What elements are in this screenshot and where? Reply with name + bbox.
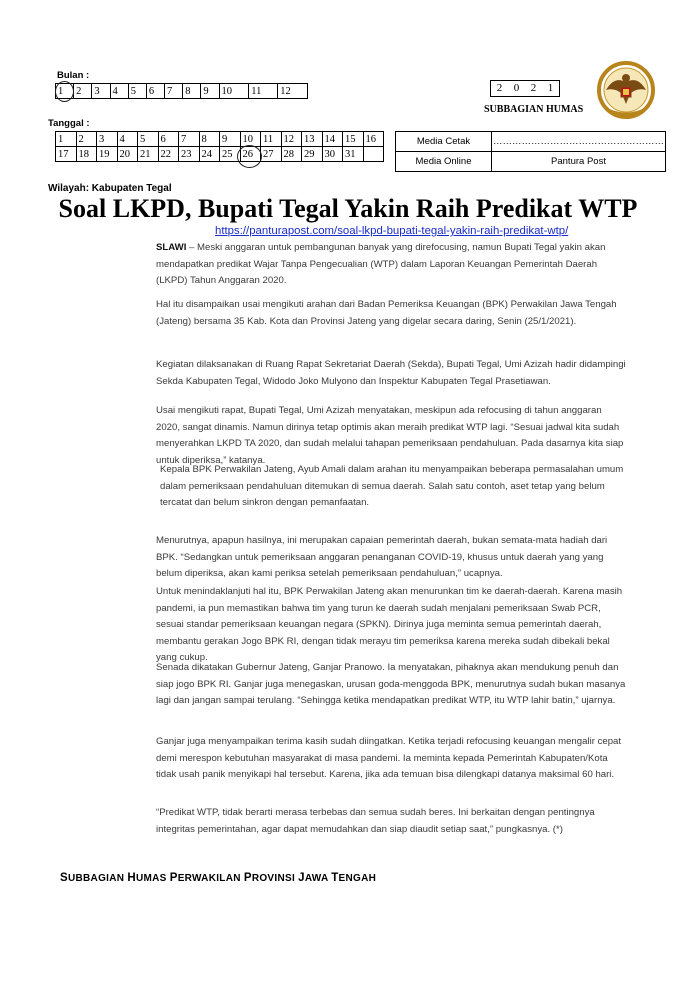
day-cell: 16 [363,132,384,147]
day-cell: 2 [76,132,97,147]
day-cell: 4 [117,132,138,147]
day-cell: 9 [220,132,241,147]
article-url-link[interactable]: https://panturapost.com/soal-lkpd-bupati-tegal-yakin-raih-predikat-wtp/ [215,225,569,237]
footer-text [60,872,376,884]
day-cell: 23 [179,147,200,162]
year-digit: 2 [496,82,503,94]
selected-month-circle [55,81,74,102]
day-cell: 26 [240,147,261,162]
year-box [490,80,560,97]
day-cell: 15 [343,132,364,147]
day-cell: 6 [158,132,179,147]
garuda-emblem-icon [594,60,658,120]
day-cell: 3 [97,132,118,147]
paragraph-1 [156,240,626,290]
day-cell: 31 [343,147,364,162]
selected-day-circle [237,145,262,168]
paragraph-7: Untuk menindaklanjuti hal itu, BPK Perwakilan Jateng akan menurunkan tim ke daerah-daerah. Karena masih pandemi, ia pun memastikan bahwa tim yang turun ke daerah sudah menjalani pemeriksaan Swab PCR, sesuai standar pemeriksaan keuangan negara (SPKN). Dirinya juga meminta semua pemerintah daerah, membantu gerakan Jogo BPK RI, dengan tidak merayu tim pemeriksa karena mereka sudah dibekali bekal yang cukup. [156,586,623,663]
day-cell: 30 [322,147,343,162]
day-cell: 17 [56,147,77,162]
paragraph-8: Senada dikatakan Gubernur Jateng, Ganjar Pranowo. Ia menyatakan, pihaknya akan mendukung penuh dan siap jogo BPK RI. Ganjar juga menegaskan, urusan goda-menggoda BPK, menurutnya sudah bukan masanya lagi dan jangan sampai terulang. “Sehingga ketika mendapatkan predikat WTP, itu WTP lahir batin,” ujarnya. [156,662,626,706]
month-cell: 6 [146,84,164,99]
day-cell: 11 [261,132,282,147]
wilayah-label: Wilayah: Kabupaten Tegal [48,183,172,194]
month-cell: 8 [183,84,201,99]
subbagian-label: SUBBAGIAN HUMAS [484,104,584,115]
month-cell: 2 [74,84,92,99]
paragraph-4: Usai mengikuti rapat, Bupati Tegal, Umi Azizah menyatakan, meskipun ada refocusing di tahun anggaran 2020, sangat dinamis. Namun dirinya tetap optimis akan meraih predikat WTP lagi. “Sesuai jadwal kita sudah menyerahkan LKPD TA 2020, dan sudah melalui tahapan pemeriksaan pendahuluan. Pada dasarnya kita siap untuk diperiksa,” katanya. [156,405,624,466]
month-cell: 12 [278,84,308,99]
tanggal-label: Tanggal : [48,118,90,129]
day-cell: 25 [220,147,241,162]
day-cell: 29 [302,147,323,162]
day-cell [363,147,384,162]
media-online-value: Pantura Post [492,152,666,172]
media-cetak-label: Media Cetak [396,132,492,152]
month-cell: 5 [128,84,146,99]
day-cell: 1 [56,132,77,147]
day-cell: 22 [158,147,179,162]
paragraph-1-text: – Meski anggaran untuk pembangunan banyak yang direfocusing, namun Bupati Tegal yakin akan mendapatkan predikat Wajar Tanpa Pengecualian (WTP) dalam Laporan Keuangan Pemerintah Daerah (LKPD) Tahun Anggaran 2020. [156,242,606,286]
month-cell: 9 [201,84,219,99]
day-table [55,131,384,162]
paragraph-5: Kepala BPK Perwakilan Jateng, Ayub Amali dalam arahan itu menyampaikan beberapa permasalahan umum dalam pemeriksaan pendahuluan ditemukan di semua daerah. Salah satu contoh, aset tetap yang belum tercatat dan belum sinkron dengan pemanfaatan. [160,464,624,508]
year-digit: 1 [547,82,554,94]
media-cetak-value: ……………………………………………… [492,132,666,152]
paragraph-3: Kegiatan dilaksanakan di Ruang Rapat Sekretariat Daerah (Sekda), Bupati Tegal, Umi Azizah hadir didampingi Sekda Kabupaten Tegal, Widodo Joko Mulyono dan Inspektur Kabupaten Tegal Prasetiawan. [156,359,626,387]
month-cell: 11 [249,84,278,99]
day-cell: 13 [302,132,323,147]
bulan-label: Bulan : [57,70,90,81]
year-digit: 0 [513,82,520,94]
month-cell: 3 [92,84,110,99]
article-title: Soal LKPD, Bupati Tegal Yakin Raih Predikat WTP [58,194,638,223]
day-cell: 24 [199,147,220,162]
paragraph-9: Ganjar juga menyampaikan terima kasih sudah diingatkan. Ketika terjadi refocusing keuangan mengalir cepat demi merespon kebutuhan masyarakat di masa pandemi. Ia meminta kepada Pemerintah Kabupaten/Kota tidak usah panik menyikapi hal tersebut. Karena, jika ada temuan bisa dilengkapi datanya maksimal 60 hari. [156,736,622,780]
media-online-label: Media Online [396,152,492,172]
day-cell: 5 [138,132,159,147]
day-cell: 21 [138,147,159,162]
month-cell: 1 [56,84,74,99]
paragraph-10: “Predikat WTP, tidak berarti merasa terbebas dan semua sudah beres. Ini berkaitan dengan pentingnya integritas pemerintahan, agar dapat memudahkan dan siap diaudit setiap saat,” pungkasnya. (*) [156,807,595,835]
day-cell: 14 [322,132,343,147]
day-cell: 20 [117,147,138,162]
media-table [395,131,666,172]
day-cell: 10 [240,132,261,147]
paragraph-6: Menurutnya, apapun hasilnya, ini merupakan capaian pemerintah daerah, bukan semata-mata hadiah dari BPK. “Sedangkan untuk pemeriksaan anggaran penanganan COVID-19, khusus untuk daerah yang yang belum diperiksa, akan kami periksa setelah pemeriksaan pendahuluan,” ucapnya. [156,535,608,579]
year-digit: 2 [530,82,537,94]
day-cell: 28 [281,147,302,162]
month-cell: 4 [110,84,128,99]
month-cell: 7 [165,84,183,99]
dateline: SLAWI [156,242,187,253]
footer-smallcaps: SUBBAGIAN HUMAS PERWAKILAN PROVINSI JAWA TENGAH [60,872,377,884]
day-cell: 19 [97,147,118,162]
month-cell: 10 [219,84,249,99]
day-cell: 7 [179,132,200,147]
paragraph-2: Hal itu disampaikan usai mengikuti arahan dari Badan Pemeriksa Keuangan (BPK) Perwakilan Jawa Tengah (Jateng) bersama 35 Kab. Kota dan Provinsi Jateng yang digelar secara daring, Senin (25/1/2021). [156,299,617,327]
day-cell: 8 [199,132,220,147]
day-cell: 27 [261,147,282,162]
day-cell: 12 [281,132,302,147]
day-cell: 18 [76,147,97,162]
month-table [55,83,308,99]
